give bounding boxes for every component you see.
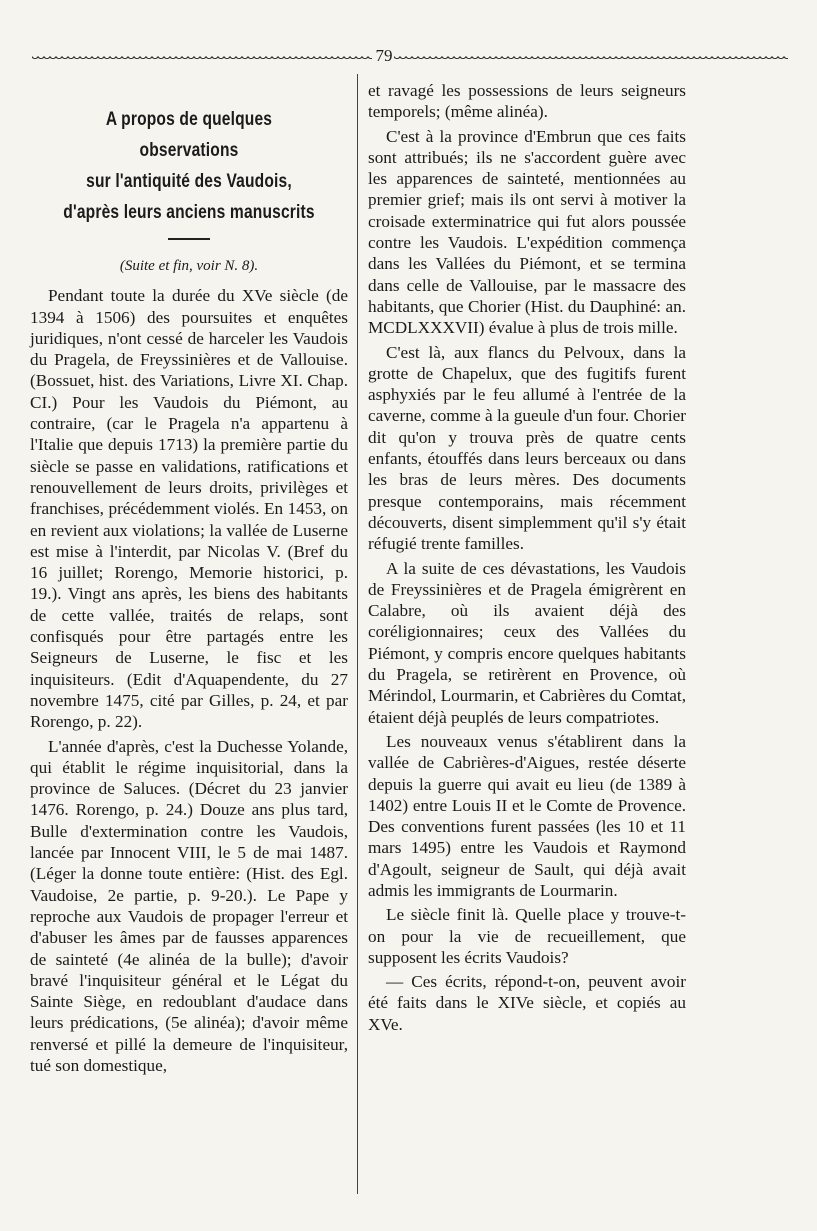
article-title xyxy=(59,104,320,228)
paragraph: C'est là, aux flancs du Pelvoux, dans la grotte de Chapelux, que des fugitifs furent asphyxiés par le feu allumé à l'entrée de la caverne, comme à la gueule d'un four. Chorier dit qu'on y trouva près de quatre cents enfants, étouffés dans leurs berceaux ou dans les bras de leurs mères. Des documents presque contemporains, mais récemment découverts, disent simplemment qu'il s'y était réfugié trente familles. xyxy=(368,342,686,554)
paragraph: L'année d'après, c'est la Duchesse Yolande, qui établit le régime inquisitorial, dans la province de Saluces. (Décret du 23 janvier 1476. Rorengo, p. 24.) Douze ans plus tard, Bulle d'extermination contre les Vaudois, lancée par Innocent VIII, le 5 de mai 1487. (Léger la donne toute entière: (Hist. des Egl. Vaudoise, 2e partie, p. 9-20.). Le Pape y reproche aux Vaudois de propager l'erreur et d'abuser les âmes par de fausses apparences de sainteté (4e alinéa de la bulle); d'avoir bravé l'inquisiteur général et le Légat du Sainte Siège, en redoublant d'audace dans leurs prédications, (5e alinéa); d'avoir même renversé et pillé la demeure de l'inquisiteur, tué son domestique, xyxy=(30,736,348,1075)
header-ornament-right xyxy=(394,56,788,62)
paragraph: Le siècle finit là. Quelle place y trouve-t-on pour la vie de recueillement, que supposent les écrits Vaudois? xyxy=(368,905,686,967)
page-number: 79 xyxy=(375,46,393,65)
title-line: sur l'antiquité des Vaudois, xyxy=(86,171,292,192)
left-column xyxy=(30,80,348,1079)
paragraph: C'est à la province d'Embrun que ces faits sont attribués; ils ne s'accordent guère avec les apparences de sainteté, mentionnées au premier grief; mais ils ont servi à motiver la croisade exterminatrice qui fut alors poussée contre les Vaudois. L'expédition commença dans les Vallées du Piémont, et se termina dans celle de Vallouise, par le massacre des habitants, que Chorier (Hist. du Dauphiné: an. MCDLXXXVII) évalue à plus de trois mille. xyxy=(368,126,686,338)
header-ornament-left xyxy=(32,56,372,62)
title-rule xyxy=(168,238,210,240)
paragraph: A la suite de ces dévastations, les Vaudois de Freyssinières et de Pragela émigrèrent en Calabre, où ils avaient déjà des coréligionnaires; ceux des Vallées du Piémont, y compris encore quelques habitants du Pragela, se retirèrent en Provence, où Mérindol, Lourmarin, et Cabrières du Comtat, étaient déjà peuplés de leurs compatriotes. xyxy=(368,558,686,727)
paragraph: Pendant toute la durée du XVe siècle (de 1394 à 1506) des poursuites et enquêtes juridiques, n'ont cessé de harceler les Vaudois du Pragela, de Freyssinières et de Vallouise. (Bossuet, hist. des Variations, Livre XI. Chap. CI.) Pour les Vaudois du Piémont, au contraire, (car le Pragela n'a appartenu à l'Italie que depuis 1713) la première partie du siècle se passe en validations, ratifications et renouvellement de leurs droits, privilèges et franchises, précédemment violés. En 1453, on en revient aux violations; la vallée de Luserne est mise à l'interdit, par Nicolas V. (Bref du 16 juillet; Rorengo, Memorie historici, p. 19.). Vingt ans après, les biens des habitants de cette vallée, traités de relaps, sont confisqués pour être partagés entre les Seigneurs de Luserne, le fisc et les inquisiteurs. (Edit d'Aquapendente, du 27 novembre 1475, cité par Gilles, p. 24, et par Rorengo, p. 22). xyxy=(30,286,348,732)
paragraph: et ravagé les possessions de leurs seigneurs temporels; (même alinéa). xyxy=(368,81,686,122)
page-header xyxy=(32,46,788,68)
title-line: A propos de quelques observations xyxy=(105,109,273,161)
right-column xyxy=(368,80,686,1038)
paragraph: — Ces écrits, répond-t-on, peuvent avoir été faits dans le XIVe siècle, et copiés au XVe. xyxy=(368,972,686,1034)
column-divider xyxy=(357,74,358,1194)
title-line: d'après leurs anciens manuscrits xyxy=(63,202,315,223)
continuation-note: (Suite et fin, voir N. 8). xyxy=(119,258,259,274)
paragraph: Les nouveaux venus s'établirent dans la vallée de Cabrières-d'Aigues, restée déserte depuis la guerre qui avait eu lieu (de 1389 à 1402) entre Louis II et le Comte de Provence. Des conventions furent passées (les 10 et 11 mars 1495) entre les Vaudois et Raymond d'Agoult, seigneur de Sault, qui déjà avait admis les immigrants de Lourmarin. xyxy=(368,731,686,900)
